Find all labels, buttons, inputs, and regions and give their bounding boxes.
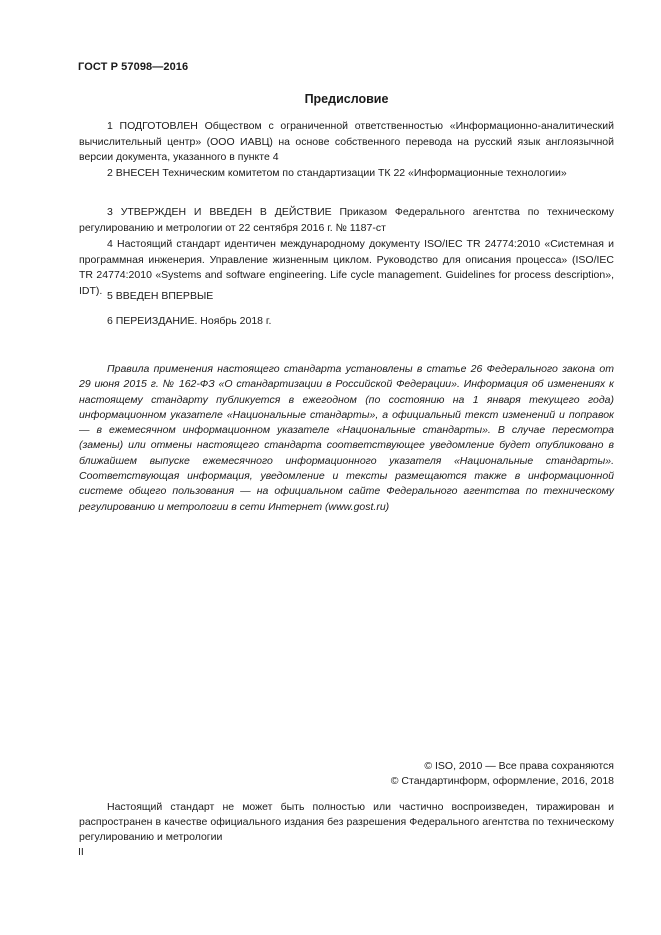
rules-notice: Правила применения настоящего стандарта установлены в статье 26 Федерального закона от 29 июня 2015 г. № 162-ФЗ «О стандартизации в Российской Федерации». Информация об изменениях к настоящему стандарту публикуется в ежегодном (по состоянию на 1 января текущего года) информационном указателе «Национальные стандарты», а официальный текст изменений и поправок — в ежемесячном информационном указателе «Национальные стандарты». В случае пересмотра (замены) или отмены настоящего стандарта соответствующее уведомление будет опубликовано в ближайшем выпуске ежемесячного информационного указателя «Национальные стандарты». Соответствующая информация, уведомление и тексты размещаются также в информационной системе общего пользования — на официальном сайте Федерального агентства по техническому регулированию и метрологии в сети Интернет (www.gost.ru) bbox=[79, 363, 614, 513]
preface-item-6: 6 ПЕРЕИЗДАНИЕ. Ноябрь 2018 г. bbox=[107, 315, 272, 327]
preface-item-2: 2 ВНЕСЕН Техническим комитетом по стандартизации ТК 22 «Информационные технологии» bbox=[107, 167, 567, 179]
reproduction-notice: Настоящий стандарт не может быть полностью или частично воспроизведен, тиражирован и распространен в качестве официального издания без разрешения Федерального агентства по техническому регулированию и метрологии bbox=[79, 801, 614, 844]
preface-item-3: 3 УТВЕРЖДЕН И ВВЕДЕН В ДЕЙСТВИЕ Приказом Федерального агентства по техническому регулированию и метрологии от 22 сентября 2016 г. № 1187-ст bbox=[79, 206, 614, 234]
copyright-iso: © ISO, 2010 — Все права сохраняются bbox=[424, 760, 614, 772]
page-number: II bbox=[78, 846, 84, 858]
page-title-text: Предисловие bbox=[304, 92, 389, 106]
preface-item-4: 4 Настоящий стандарт идентичен международному документу ISO/IEC TR 24774:2010 «Системная и программная инженерия. Управление жизненным циклом. Руководство для описания процесса» (ISO/IEC TR 24774:2010 «Systems and software engineering. Life cycle management. Guidelines for process description», IDT). bbox=[79, 238, 614, 297]
page-title bbox=[0, 92, 661, 106]
document-id: ГОСТ Р 57098—2016 bbox=[78, 61, 189, 73]
copyright-standartinform: © Стандартинформ, оформление, 2016, 2018 bbox=[390, 775, 614, 787]
preface-item-1: 1 ПОДГОТОВЛЕН Обществом с ограниченной ответственностью «Информационно-аналитический вычислительный центр» (ООО ИАВЦ) на основе собственного перевода на русский язык англоязычной версии документа, указанного в пункте 4 bbox=[79, 120, 614, 163]
preface-item-5: 5 ВВЕДЕН ВПЕРВЫЕ bbox=[107, 290, 214, 302]
